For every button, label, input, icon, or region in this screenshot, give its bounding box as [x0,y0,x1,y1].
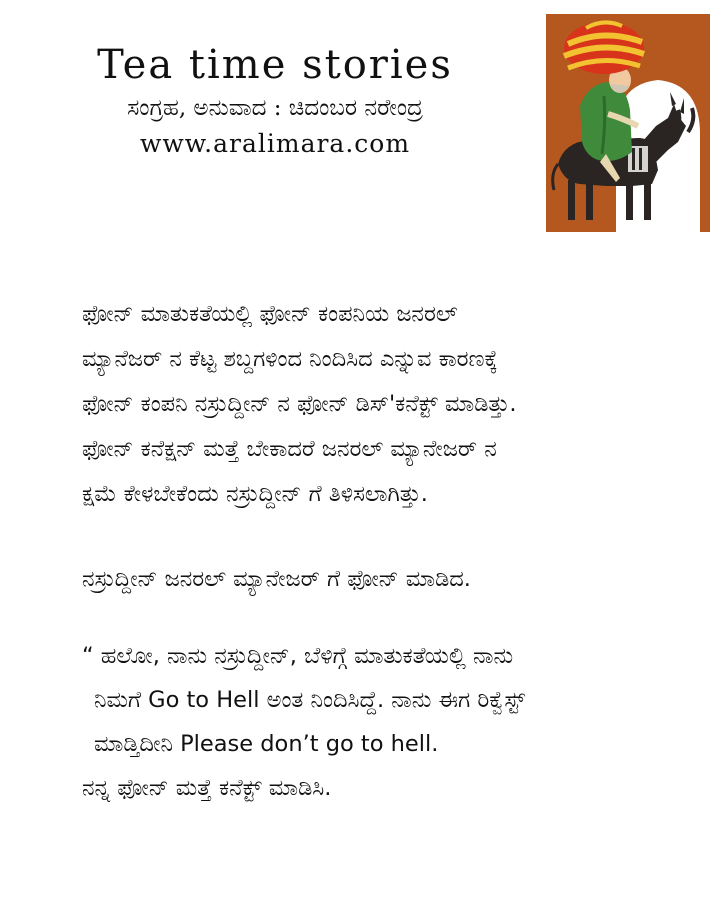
story-line: ನಸ್ರುದ್ದೀನ್ ಜನರಲ್ ಮ್ಯಾನೇಜರ್ ಗೆ ಫೋನ್ ಮಾಡಿದ. [82,566,471,592]
story-line: ಕ್ಷಮೆ ಕೇಳಬೇಕೆಂದು ನಸ್ರುದ್ದೀನ್ ಗೆ ತಿಳಿಸಲಾಗಿತ್ತು. [82,481,428,507]
story-line: ಮ್ಯಾನೆಜರ್ ನ ಕೆಟ್ಟ ಶಬ್ದಗಳಿಂದ ನಿಂದಿಸಿದ ಎನ್ನುವ ಕಾರಣಕ್ಕೆ [82,346,498,372]
man-on-donkey-illustration [546,14,710,232]
story-line: ಫೋನ್ ಕಂಪನಿ ನಸ್ರುದ್ದೀನ್ ನ ಫೋನ್ ಡಿಸ್'ಕನೆಕ್ಟ್ ಮಾಡಿತ್ತು. [82,391,517,417]
quote-line: ಮಾಡ್ತಿದೀನಿ Please don’t go to hell. [94,731,439,757]
story-line: ಫೋನ್ ಮಾತುಕತೆಯಲ್ಲಿ ಫೋನ್ ಕಂಪನಿಯ ಜನರಲ್ [82,301,458,327]
story-paragraph-2 [82,557,702,602]
website-link[interactable]: www.aralimara.com [139,129,411,158]
header [40,40,510,162]
story-paragraph-1 [82,292,702,517]
quote-line: ನನ್ನ ಫೋನ್ ಮತ್ತೆ ಕನೆಕ್ಟ್ ಮಾಡಿಸಿ. [82,775,332,801]
story-quote [82,634,702,810]
page-subtitle: ಸಂಗ್ರಹ, ಅನುವಾದ : ಚಿದಂಬರ ನರೇಂದ್ರ [127,95,423,121]
quote-line: “ ಹಲೋ, ನಾನು ನಸ್ರುದ್ದೀನ್, ಬೆಳಿಗ್ಗೆ ಮಾತುಕತೆಯಲ್ಲಿ ನಾನು [82,643,514,669]
story-content [82,292,702,810]
quote-line: ನಿಮಗೆ Go to Hell ಅಂತ ನಿಂದಿಸಿದ್ದೆ. ನಾನು ಈಗ ರಿಕ್ವೆಸ್ಟ್ [94,687,526,713]
page-title: Tea time stories [97,42,453,88]
story-line: ಫೋನ್ ಕನೆಕ್ಷನ್ ಮತ್ತೆ ಬೇಕಾದರೆ ಜನರಲ್ ಮ್ಯಾನೇಜರ್ ನ [82,436,497,462]
